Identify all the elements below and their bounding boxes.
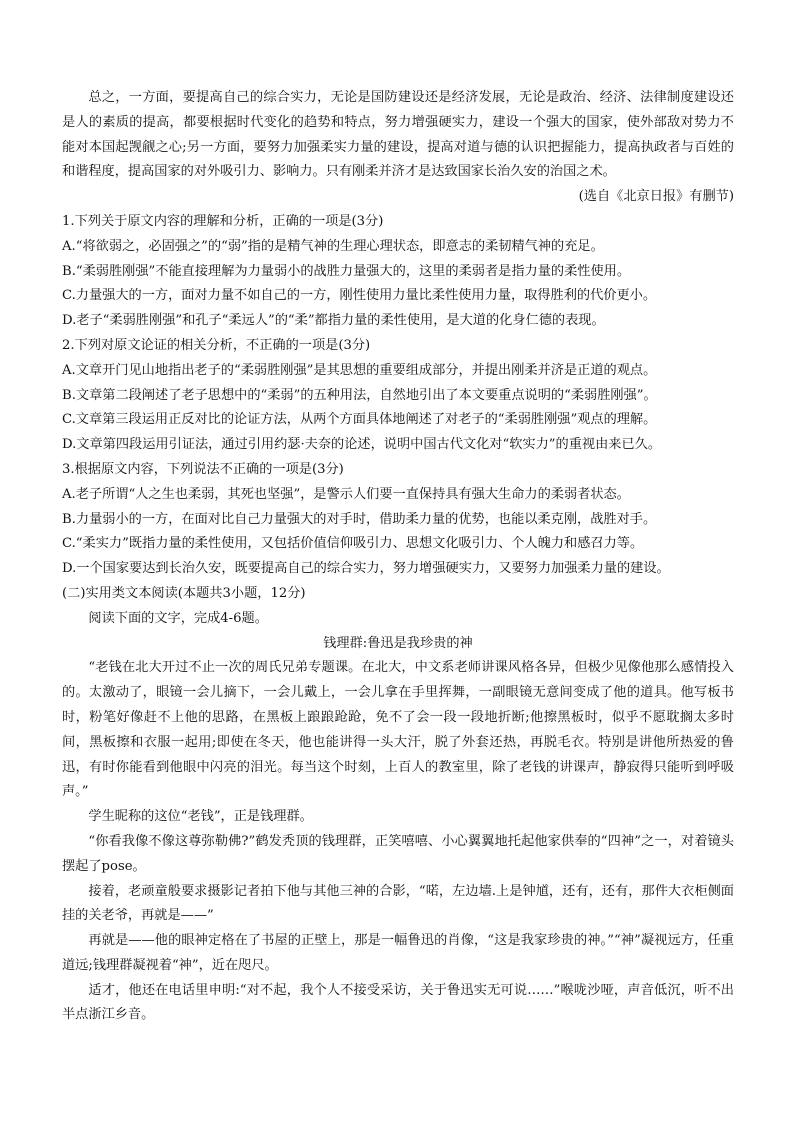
question-1 <box>62 210 734 334</box>
question-option: A.老子所谓“人之生也柔弱，其死也坚强”，是警示人们要一直保持具有强大生命力的柔弱者状态。 <box>62 486 630 502</box>
question-2 <box>62 334 734 458</box>
passage-source: (选自《北京日报》有删节) <box>578 189 734 205</box>
question-option: D.老子“柔弱胜刚强”和孔子“柔远人”的“柔”都指力量的柔性使用，是大道的化身仁德的表现。 <box>62 313 605 329</box>
article-paragraph: 接着，老顽童般要求摄影记者拍下他与其他三神的合影，“喏，左边墙.上是钟馗，还有，还有，那件大衣柜侧面挂的关老爷，再就是——” <box>62 883 734 924</box>
section-instruction: 阅读下面的文字，完成4-6题。 <box>88 610 268 626</box>
question-stem: 3.根据原文内容，下列说法不正确的一项是(3分) <box>62 461 344 477</box>
question-stem: 2.下列对原文论证的相关分析，不正确的一项是(3分) <box>62 337 371 353</box>
question-option: D.一个国家要达到长治久安，既要提高自己的综合实力，努力增强硬实力，又要努力加强柔力量的建设。 <box>62 561 670 577</box>
article-paragraph: 学生昵称的这位“老钱”，正是钱理群。 <box>88 809 313 825</box>
question-option: A.文章开门见山地指出老子的“柔弱胜刚强”是其思想的重要组成部分，并提出刚柔并济是正道的观点。 <box>62 362 657 378</box>
question-stem: 1.下列关于原文内容的理解和分析，正确的一项是(3分) <box>62 213 384 229</box>
question-option: B.“柔弱胜刚强”不能直接理解为力量弱小的战胜力量强大的，这里的柔弱者是指力量的柔性使用。 <box>62 263 631 279</box>
article-paragraph: 适才，他还在电话里申明:“对不起，我个人不接受采访，关于鲁迅实无可说……”喉咙沙哑，声音低沉，听不出半点浙江乡音。 <box>62 982 734 1023</box>
question-3 <box>62 458 734 582</box>
question-option: C.文章第三段运用正反对比的论证方法，从两个方面具体地阐述了对老子的“柔弱胜刚强”观点的理解。 <box>62 412 657 428</box>
question-option: C.“柔实力”既指力量的柔性使用，又包括价值信仰吸引力、思想文化吸引力、个人魄力和感召力等。 <box>62 536 644 552</box>
question-option: B.力量弱小的一方，在面对比自己力量强大的对手时，借助柔力量的优势，也能以柔克刚，战胜对手。 <box>62 511 657 527</box>
article-title: 钱理群:鲁迅是我珍贵的神 <box>323 635 473 651</box>
passage-conclusion-paragraph: 总之，一方面，要提高自己的综合实力，无论是国防建设还是经济发展，无论是政治、经济、法律制度建设还是人的素质的提高，都要根据时代变化的趋势和特点，努力增强硬实力，建设一个强大的国家，使外部敌对势力不能对本国起觊觎之心;另一方面，要努力加强柔实力量的建设，提高对道与德的认识把握能力，提高执政者与百姓的和谐程度，提高国家的对外吸引力、影响力。只有刚柔并济才是达致国家长治久安的治国之术。 <box>62 90 734 180</box>
question-option: B.文章第二段阐述了老子思想中的“柔弱”的五种用法，自然地引出了本文要重点说明的“柔弱胜刚强”。 <box>62 387 657 403</box>
section-heading: (二)实用类文本阅读(本题共3小题，12分) <box>62 585 306 601</box>
article-paragraph: “老钱在北大开过不止一次的周氏兄弟专题课。在北大，中文系老师讲课风格各异，但极少见像他那么感情投入的。太激动了，眼镜一会儿摘下，一会儿戴上，一会儿拿在手里挥舞，一副眼镜无意间变成了他的道具。他写板书时，粉笔好像赶不上他的思路，在黑板上踉踉跄跄，免不了会一段一段地折断;他擦黑板时，似乎不愿耽搁太多时间，黑板擦和衣服一起用;即使在冬天，他也能讲得一头大汗，脱了外套还热，再脱毛衣。特别是讲他所热爱的鲁迅，有时你能看到他眼中闪亮的泪光。每当这个时刻，上百人的教室里，除了老钱的讲课声，静寂得只能听到呼吸声。” <box>62 660 734 800</box>
question-option: C.力量强大的一方，面对力量不如自己的一方，刚性使用力量比柔性使用力量，取得胜利的代价更小。 <box>62 288 657 304</box>
document-page <box>62 86 734 1028</box>
question-option: D.文章第四段运用引证法，通过引用约瑟·夫奈的论述，说明中国古代文化对“软实力”的重视由来已久。 <box>62 437 662 453</box>
article-paragraph: 再就是——他的眼神定格在了书屋的正壁上，那是一幅鲁迅的肖像，“这是我家珍贵的神。”“神”凝视远方，任重道远;钱理群凝视着“神”，近在咫尺。 <box>62 933 734 973</box>
article-paragraph: “你看我像不像这尊弥勒佛?”鹤发秃顶的钱理群，正笑嘻嘻、小心翼翼地托起他家供奉的“四神”之一，对着镜头摆起了pose。 <box>62 833 734 874</box>
question-option: A.“将欲弱之，必固强之”的“弱”指的是精气神的生理心理状态，即意志的柔韧精气神的充足。 <box>62 238 604 254</box>
